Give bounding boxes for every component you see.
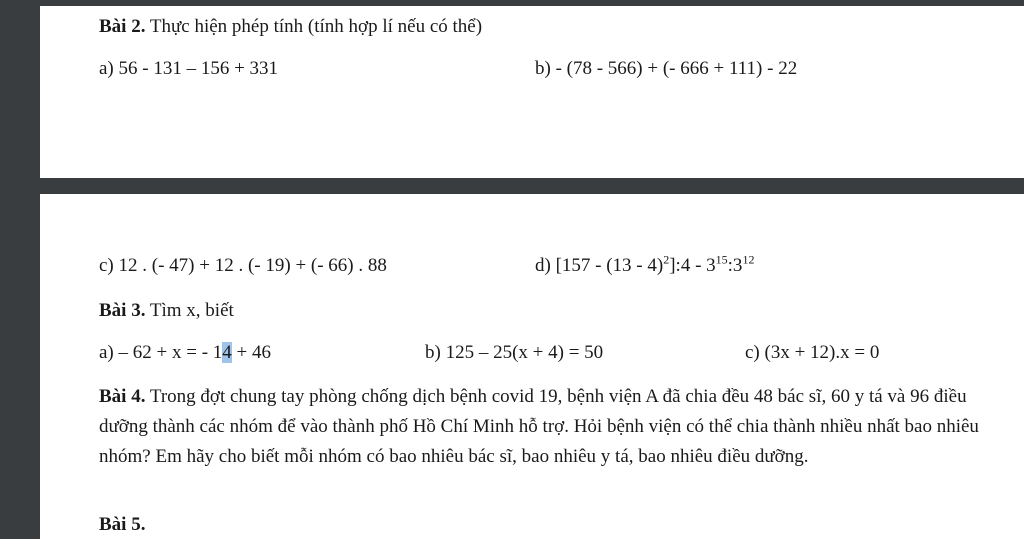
bai4-text: Trong đợt chung tay phòng chống dịch bệnh covid 19, bệnh viện A đã chia đều 48 bác sĩ, 60 y tá và 96 điều dưỡng thành các nhóm để vào thành phố Hồ Chí Minh hỗ trợ. Hỏi bệnh viện có thể chia thành nhiều nhất bao nhiêu nhóm? Em hãy cho biết mỗi nhóm có bao nhiêu bác sĩ, bao nhiêu y tá, bao nhiêu điều dưỡng.: [99, 386, 979, 467]
bai2-d-prefix: d) [157 - (13 - 4): [535, 255, 664, 276]
bai2-item-d: [535, 252, 755, 277]
bai4-paragraph: [99, 382, 989, 472]
bai2-d-colon: :3: [727, 255, 743, 276]
document-page-2: [40, 194, 1024, 539]
bai3-instruction: Tìm x, biết: [149, 300, 234, 321]
bai2-item-c: c) 12 . (- 47) + 12 . (- 19) + (- 66) . 88: [99, 255, 387, 276]
bai3-item-b: b) 125 – 25(x + 4) = 50: [425, 342, 604, 363]
bai3-title: Bài 3.: [99, 300, 146, 321]
document-page-1: [40, 6, 1024, 178]
bai2-title: Bài 2.: [99, 16, 146, 37]
bai5-title: Bài 5.: [99, 514, 146, 535]
bai3-item-a: [99, 342, 271, 364]
bai3-item-c: c) (3x + 12).x = 0: [745, 342, 880, 363]
bai2-d-mid: ]:4 - 3: [669, 255, 716, 276]
bai3-heading: [99, 300, 234, 322]
text-selection-highlight[interactable]: 4: [222, 342, 232, 363]
bai2-item-a: a) 56 - 131 – 156 + 331: [99, 58, 279, 79]
page-gap: [0, 178, 1024, 194]
bai2-item-b: b) - (78 - 566) + (- 666 + 111) - 22: [535, 58, 798, 79]
bai4-title: Bài 4.: [99, 386, 146, 407]
bai3-a-prefix: a) – 62 + x = - 1: [99, 342, 223, 363]
bai3-a-suffix: + 46: [231, 342, 271, 363]
bai2-d-exp2: 15: [715, 252, 728, 267]
bai2-heading: [99, 16, 482, 38]
bai2-d-exp3: 12: [742, 252, 755, 267]
bai2-d-exp1: 2: [663, 252, 670, 267]
bai2-instruction: Thực hiện phép tính (tính hợp lí nếu có thể): [149, 16, 483, 37]
